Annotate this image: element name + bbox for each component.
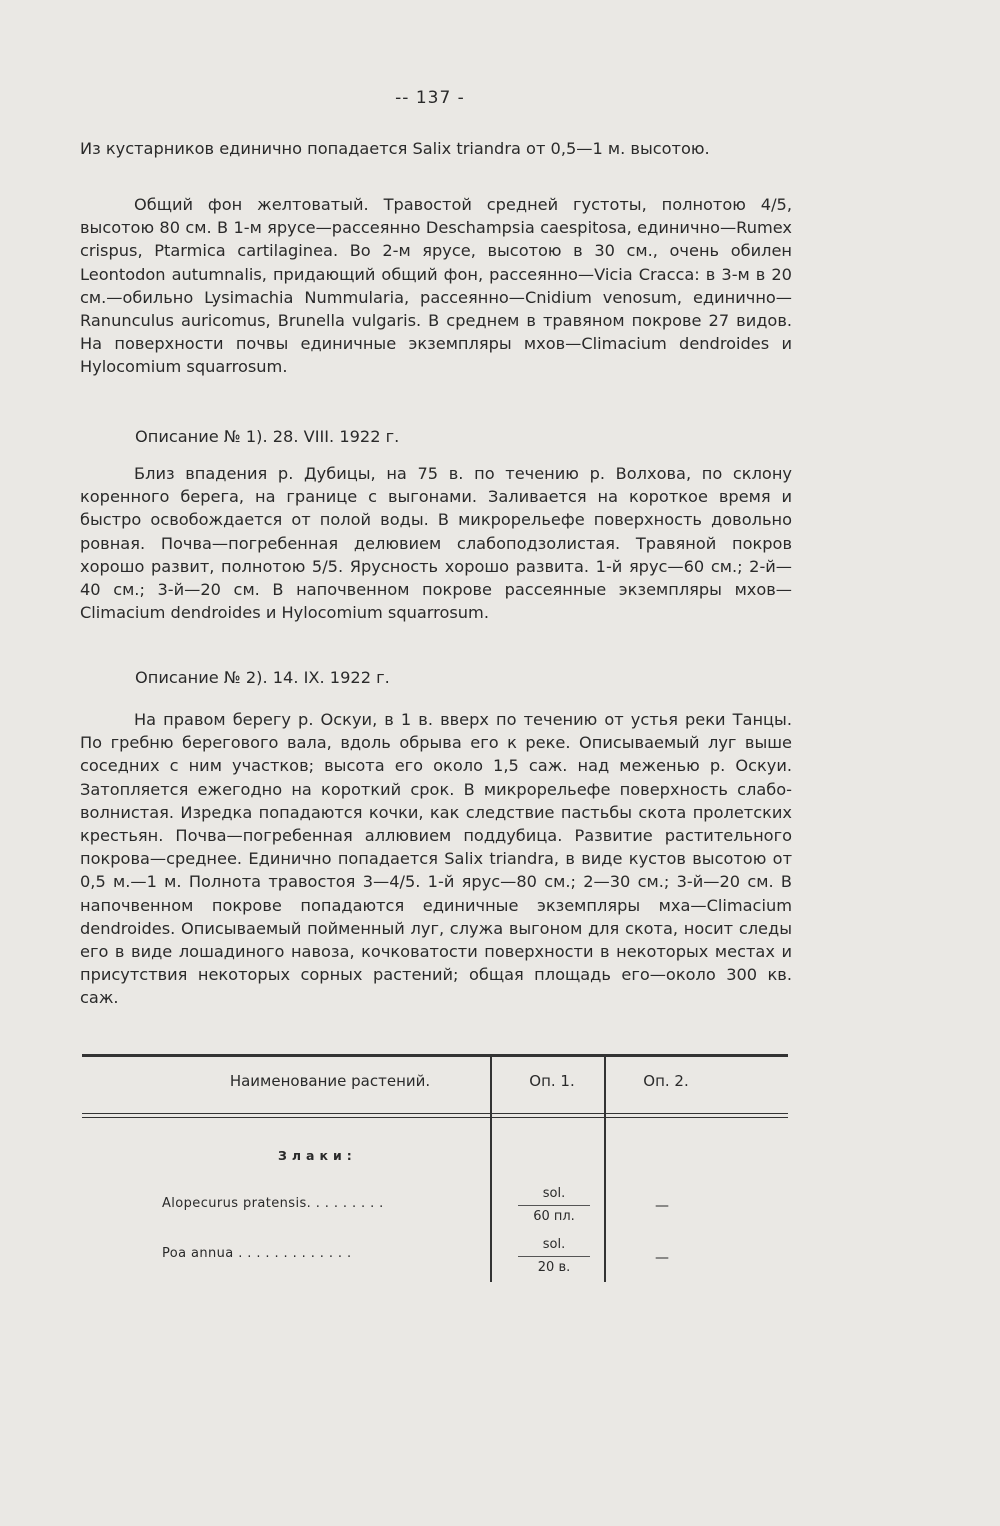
column-divider-2 [604, 1057, 606, 1282]
op1-row-1-top: sol. [542, 1186, 566, 1201]
op1-row-2-top: sol. [542, 1237, 566, 1252]
header-op1: Оп. 1. [529, 1072, 575, 1090]
table-top-rule [82, 1054, 788, 1057]
description-2-heading: Описание № 2). 14. IX. 1922 г. [135, 668, 390, 687]
plant-row-1-name: Alopecurus pratensis. . . . . . . . . [162, 1196, 384, 1211]
plant-row-1-op2: — [655, 1198, 669, 1214]
group-grasses: Злаки: [278, 1148, 357, 1163]
fraction-bar [518, 1205, 590, 1206]
paragraph-background: Общий фон желтоватый. Травостой средней густоты, полнотою 4/5, высотою 80 см. В 1-м ярусе—рассеянно Deschampsia caespitosa, единично—Rumex crispus, Ptarmica cartilaginea. Во 2-м ярусе, высотою в 30 см., очень обилен Leontodon autumnalis, придающий общий фон, рассеянно—Vicia Cracca: в 3-м в 20 см.—обильно Lysimachia Nummularia, рассеянно—Cnidium venosum, единично—Ranunculus auricomus, Brunella vulgaris. В среднем в травяном покрове 27 видов. На поверхности почвы единичные экземпляры мхов—Climacium dendroides и Hylocomium squarrosum. [80, 195, 792, 377]
column-divider-1 [490, 1057, 492, 1282]
table-header-rule-2 [82, 1117, 788, 1118]
op1-row-2-bottom: 20 в. [537, 1260, 571, 1275]
page-number: -- 137 - [395, 88, 465, 108]
header-plant-names: Наименование растений. [229, 1072, 431, 1090]
paragraph-shrubs: Из кустарников единично попадается Salix triandra от 0,5—1 м. высотою. [80, 139, 710, 158]
header-op2: Оп. 2. [643, 1072, 689, 1090]
plant-row-1-op1 [512, 1186, 596, 1227]
description-1-heading: Описание № 1). 28. VIII. 1922 г. [135, 427, 400, 446]
description-2-text: На правом берегу р. Оскуи, в 1 в. вверх по течению от устья реки Танцы. По гребню берегового вала, вдоль обрыва его к реке. Описываемый луг выше соседних с ним участков; высота его около 1,5 саж. над меженью р. Оскуи. Затопляется ежегодно на короткий срок. В микрорельефе поверхность слабо-волнистая. Изредка попадаются кочки, как следствие пастьбы скота пролетских крестьян. Почва—погребенная аллювием поддубица. Развитие растительного покрова—среднее. Единично попадается Salix triandra, в виде кустов высотою от 0,5 м.—1 м. Полнота травостоя 3—4/5. 1-й ярус—80 см.; 2—30 см.; 3-й—20 см. В напочвенном покрове попадаются единичные экземпляры мха—Climacium dendroides. Описываемый пойменный луг, служа выгоном для скота, носит следы его в виде лошадиного навоза, кочковатости поверхности в некоторых местах и присутствия некоторых сорных растений; общая площадь его—около 300 кв. саж. [80, 710, 792, 1008]
description-1-text: Близ впадения р. Дубицы, на 75 в. по течению р. Волхова, по склону коренного берега, на границе с выгонами. Заливается на короткое время и быстро освобождается от полой воды. В микрорельефе поверхность довольно ровная. Почва—погребенная делювием слабоподзолистая. Травяной покров хорошо развит, полнотою 5/5. Ярусность хорошо развита. 1-й ярус—60 см.; 2-й—40 см.; 3-й—20 см. В напочвенном покрове рассеянные экземпляры мхов—Climacium dendroides и Hylocomium squarrosum. [80, 464, 792, 623]
op1-row-1-bottom: 60 пл. [533, 1209, 575, 1224]
table-header-rule-1 [82, 1113, 788, 1114]
plant-row-2-op2: — [655, 1250, 669, 1266]
fraction-bar [518, 1256, 590, 1257]
plant-row-2-name: Poa annua . . . . . . . . . . . . . [162, 1246, 352, 1261]
plant-row-2-op1 [512, 1237, 596, 1278]
